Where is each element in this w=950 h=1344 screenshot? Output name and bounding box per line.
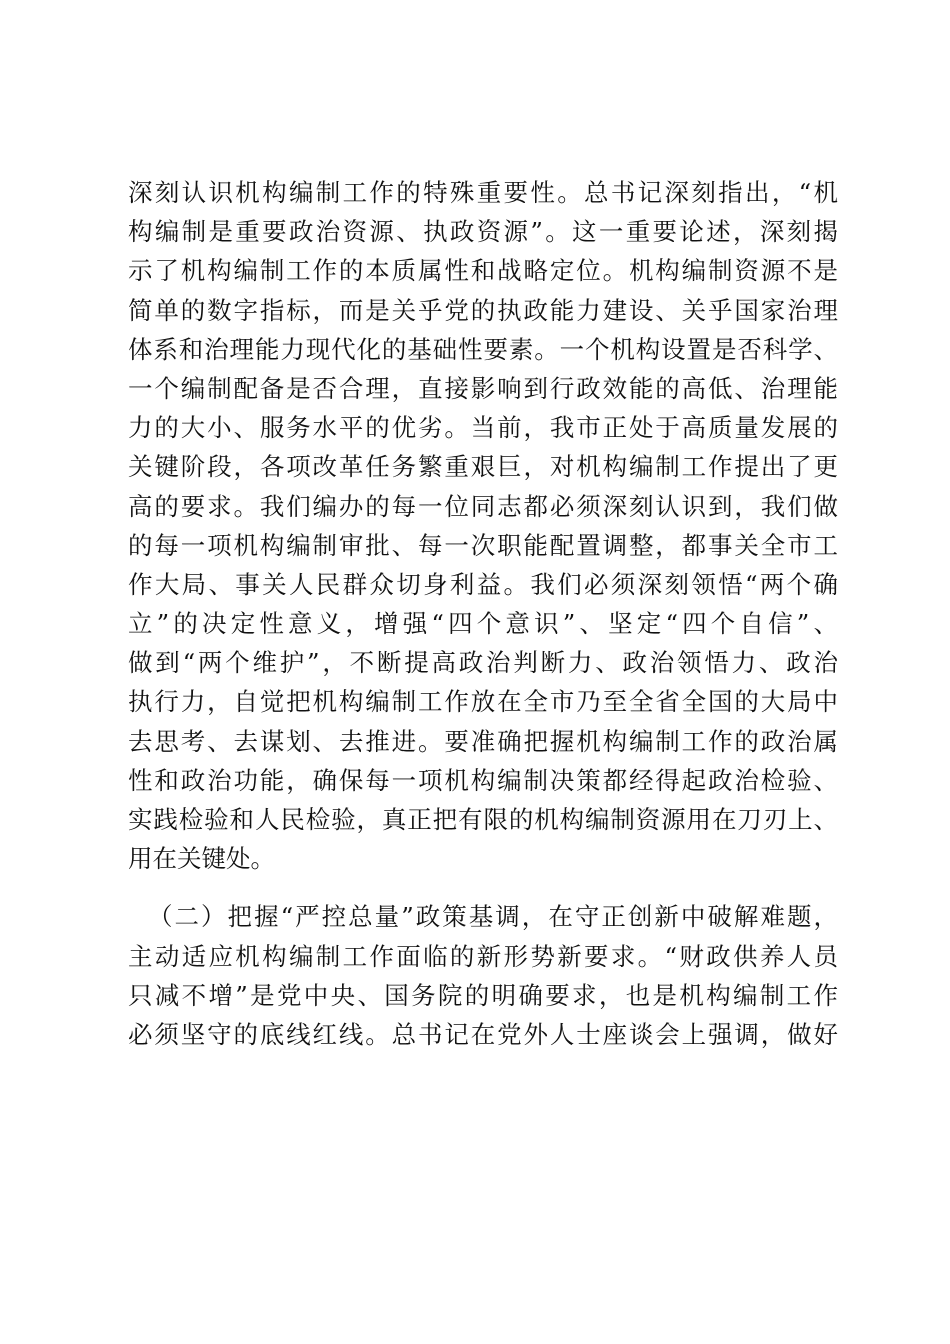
text-line: 执行力，自觉把机构编制工作放在全市乃至全省全国的大局中: [128, 687, 838, 717]
text-line: 只减不增”是党中央、国务院的明确要求，也是机构编制工作: [128, 980, 838, 1010]
paragraph-1: [128, 173, 838, 878]
paragraph-2: [128, 897, 838, 1054]
text-line: 一个编制配备是否合理，直接影响到行政效能的高低、治理能: [128, 373, 838, 403]
text-line: 关键阶段，各项改革任务繁重艰巨，对机构编制工作提出了更: [128, 452, 838, 482]
paragraph-spacer: [128, 878, 838, 897]
text-line: 构编制是重要政治资源、执政资源”。这一重要论述，深刻揭: [128, 217, 838, 247]
text-line: 去思考、去谋划、去推进。要准确把握机构编制工作的政治属: [128, 726, 838, 756]
text-line: 高的要求。我们编办的每一位同志都必须深刻认识到，我们做: [128, 491, 838, 521]
text-line: 作大局、事关人民群众切身利益。我们必须深刻领悟“两个确: [128, 569, 838, 599]
text-line: 深刻认识机构编制工作的特殊重要性。总书记深刻指出，“机: [128, 178, 838, 207]
text-line: 必须坚守的底线红线。总书记在党外人士座谈会上强调，做好: [128, 1019, 838, 1049]
body-text: [128, 173, 838, 1054]
text-line: 示了机构编制工作的本质属性和战略定位。机构编制资源不是: [128, 256, 838, 286]
text-line: 用在关键处。: [128, 844, 275, 874]
text-line: 力的大小、服务水平的优劣。当前，我市正处于高质量发展的: [128, 413, 838, 443]
text-line: 主动适应机构编制工作面临的新形势新要求。“财政供养人员: [128, 941, 838, 971]
text-line: 的每一项机构编制审批、每一次职能配置调整，都事关全市工: [128, 530, 838, 560]
section-heading-line: （二）把握“严控总量”政策基调，在守正创新中破解难题，: [148, 902, 838, 932]
text-line: 立”的决定性意义，增强“四个意识”、坚定“四个自信”、: [128, 609, 838, 639]
text-line: 简单的数字指标，而是关乎党的执政能力建设、关乎国家治理: [128, 295, 838, 325]
text-line: 体系和治理能力现代化的基础性要素。一个机构设置是否科学、: [128, 334, 838, 364]
text-line: 实践检验和人民检验，真正把有限的机构编制资源用在刀刃上、: [128, 805, 838, 834]
text-line: 做到“两个维护”，不断提高政治判断力、政治领悟力、政治: [128, 648, 838, 678]
text-line: 性和政治功能，确保每一项机构编制决策都经得起政治检验、: [128, 765, 838, 795]
